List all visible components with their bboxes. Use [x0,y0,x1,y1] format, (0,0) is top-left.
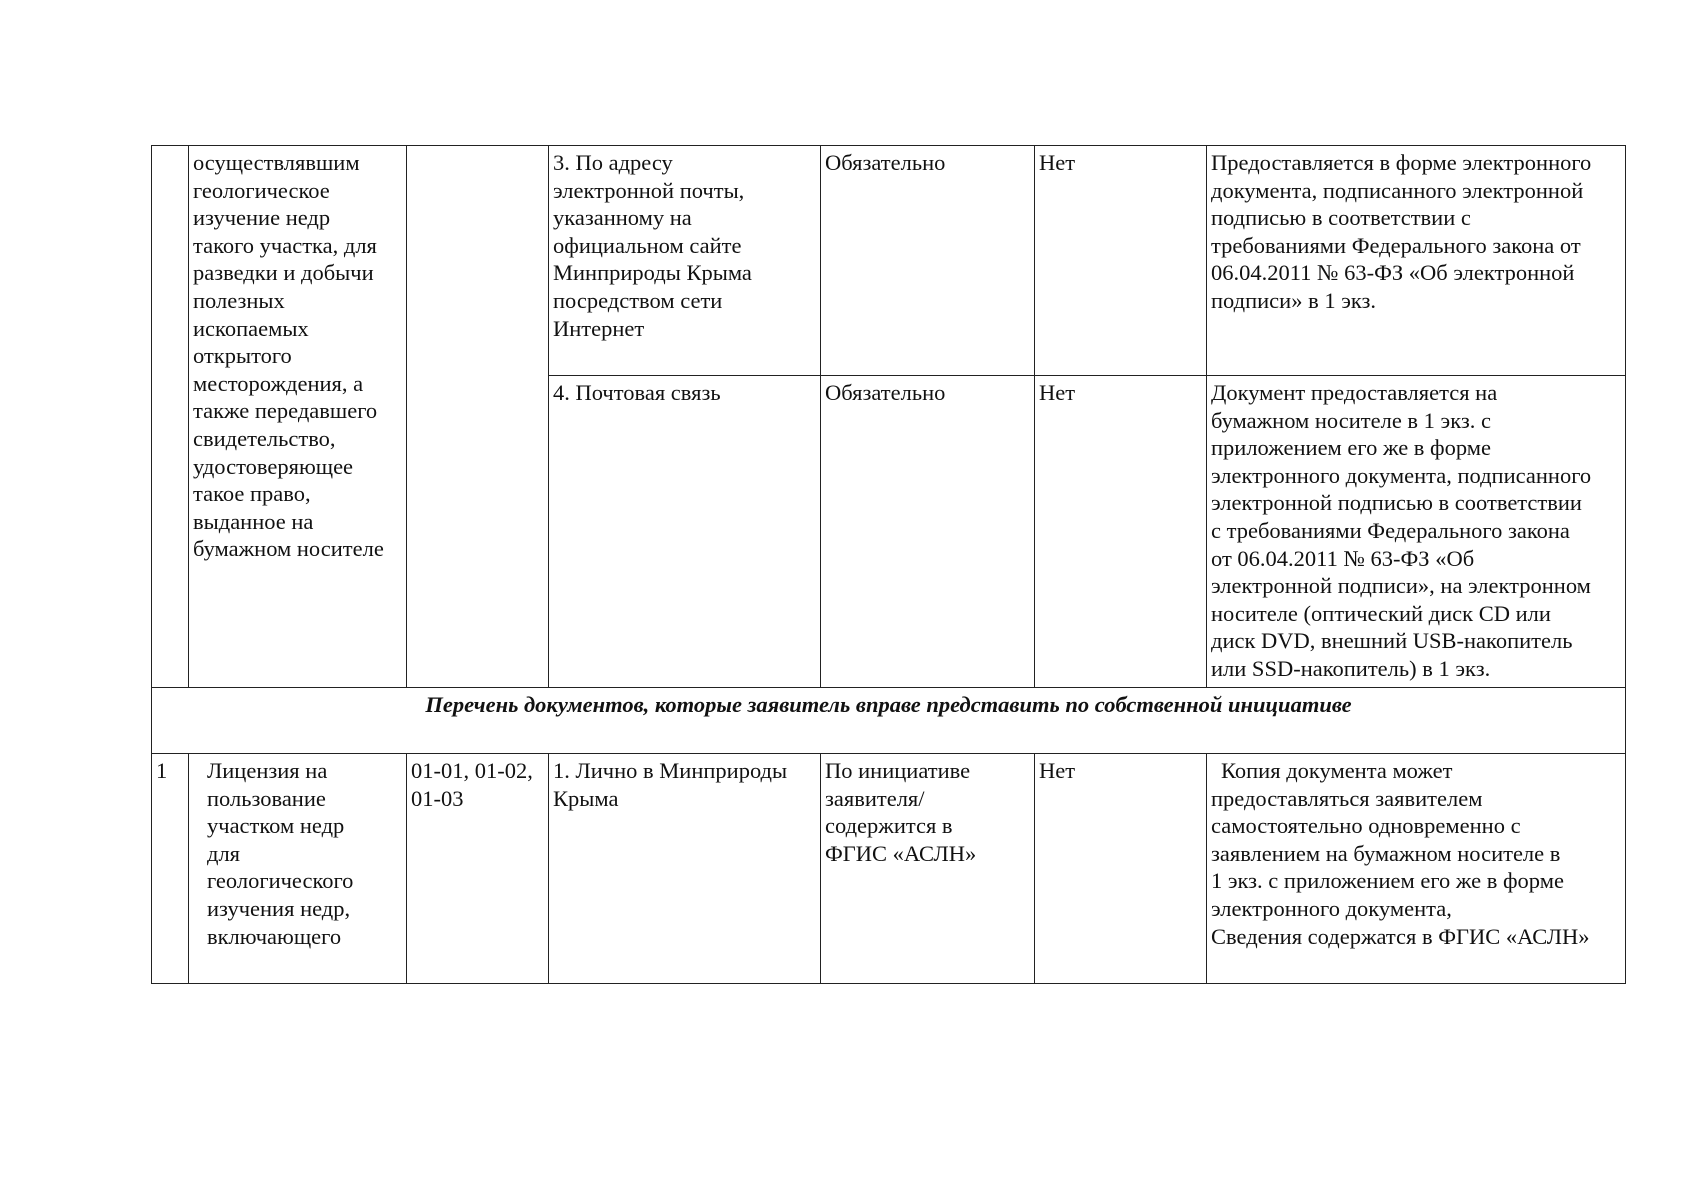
codes-cell [407,146,549,688]
requirement-cell: Обязательно [821,376,1035,688]
requirement-cell: Обязательно [821,146,1035,376]
document-name-cell: осуществлявшим геологическое изучение недр такого участка, для разведки и добычи полезных ископаемых открытого месторождения, а также передавшего свидетельство, удостоверяющее такое право, выданное на бумажном носителе [189,146,407,688]
section-heading: Перечень документов, которые заявитель вправе представить по собственной инициативе [152,688,1626,754]
fee-cell: Нет [1035,376,1207,688]
requirement-cell: По инициативе заявителя/ содержится в ФГИС «АСЛН» [821,754,1035,984]
document-name-cell: Лицензия на пользование участком недр для геологического изучения недр, включающего [189,754,407,984]
row-number-cell: 1 [152,754,189,984]
description-cell: Документ предоставляется на бумажном носителе в 1 экз. с приложением его же в форме электронного документа, подписанного электронной подписью в соответствии с требованиями Федерального закона от 06.04.2011 № 63-ФЗ «Об электронной подписи», на электронном носителе (оптический диск CD или диск DVD, внешний USB-накопитель или SSD-накопитель) в 1 экз. [1207,376,1626,688]
documents-table [151,145,1626,984]
table-row [152,754,1626,984]
table-row [152,146,1626,376]
description-cell: Предоставляется в форме электронного документа, подписанного электронной подписью в соответствии с требованиями Федерального закона от 06.04.2011 № 63-ФЗ «Об электронной подписи» в 1 экз. [1207,146,1626,376]
description-cell: Копия документа может предоставляться заявителем самостоятельно одновременно с заявлением на бумажном носителе в 1 экз. с приложением его же в форме электронного документа, Сведения содержатся в ФГИС «АСЛН» [1207,754,1626,984]
fee-cell: Нет [1035,754,1207,984]
codes-cell: 01-01, 01-02, 01-03 [407,754,549,984]
submission-method-cell: 1. Лично в Минприроды Крыма [549,754,821,984]
submission-method-cell: 3. По адресу электронной почты, указанному на официальном сайте Минприроды Крыма посредством сети Интернет [549,146,821,376]
row-number-cell [152,146,189,688]
fee-cell: Нет [1035,146,1207,376]
submission-method-cell: 4. Почтовая связь [549,376,821,688]
section-heading-row [152,688,1626,754]
